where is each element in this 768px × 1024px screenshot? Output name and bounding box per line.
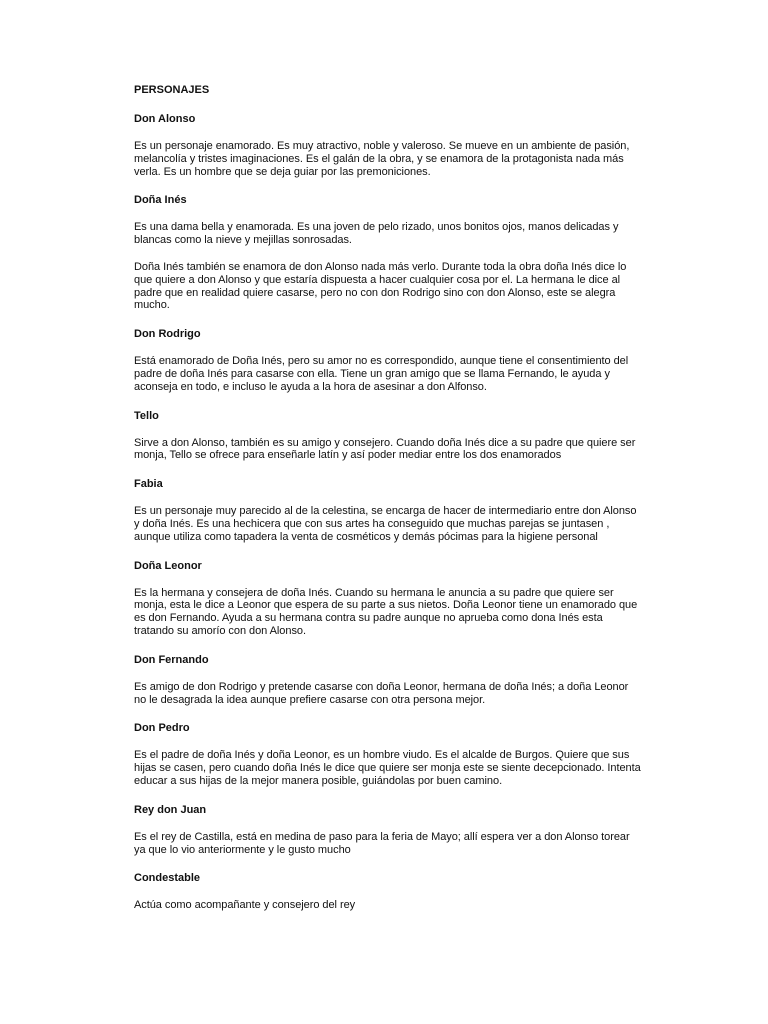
character-heading: Don Rodrigo [134,328,201,341]
character-description: Es el padre de doña Inés y doña Leonor, es un hombre viudo. Es el alcalde de Burgos. Quiere que sus hijas se casen, pero cuando doña Inés le dice que quiere ser monja este se siente decepcionado. Intenta educar a sus hijas de la mejor manera posible, guiándolas por buen camino. [134,749,641,787]
character-section [134,194,642,312]
character-section [134,560,642,638]
document-page [134,84,642,912]
character-heading: Doña Inés [134,194,187,207]
character-heading: Rey don Juan [134,803,207,816]
character-description: Es un personaje enamorado. Es muy atractivo, noble y valeroso. Se mueve en un ambiente de pasión, melancolía y tristes imaginaciones. Es el galán de la obra, y se enamora de la protagonista nada más verla. Es un hombre que se deja guiar por las premoniciones. [134,140,630,178]
character-description: Sirve a don Alonso, también es su amigo y consejero. Cuando doña Inés dice a su padre que quiere ser monja, Tello se ofrece para enseñarle latín y así poder mediar entre los dos enamorados [134,436,636,462]
character-section [134,478,642,543]
character-description: Es el rey de Castilla, está en medina de paso para la feria de Mayo; allí espera ver a don Alonso torear ya que lo vio anteriormente y le gusto mucho [134,830,630,856]
character-heading: Don Fernando [134,653,209,666]
character-section [134,872,642,912]
character-section [134,722,642,787]
character-heading: Tello [134,409,159,422]
character-section [134,113,642,178]
character-description: Actúa como acompañante y consejero del rey [134,899,356,912]
character-heading: Fabia [134,478,163,491]
character-heading: Don Alonso [134,113,196,125]
document-title: PERSONAJES [134,84,210,96]
character-description: Está enamorado de Doña Inés, pero su amor no es correspondido, aunque tiene el consentimiento del padre de doña Inés para casarse con ella. Tiene un gran amigo que se llama Fernando, le ayuda y aconseja en todo, e incluso le ayuda a la hora de asesinar a don Alfonso. [134,355,629,393]
character-heading: Condestable [134,872,201,885]
character-sections [134,113,642,912]
character-description: Doña Inés también se enamora de don Alonso nada más verlo. Durante toda la obra doña Inés dice lo que quiere a don Alonso y que estaría dispuesta a hacer cualquier cosa por el. La hermana le dice al padre que en realidad quiere casarse, pero no con don Rodrigo sino con don Alonso, este se alegra mucho. [134,260,627,312]
character-description: Es una dama bella y enamorada. Es una joven de pelo rizado, unos bonitos ojos, manos delicadas y blancas como la nieve y mejillas sonrosadas. [134,221,619,247]
character-description: Es la hermana y consejera de doña Inés. Cuando su hermana le anuncia a su padre que quiere ser monja, esta le dice a Leonor que espera de su parte a sus nietos. Doña Leonor tiene un enamorado que es don Fernando. Ayuda a su hermana contra su padre aunque no aprueba como dona Inés esta tratando su amorío con don Alonso. [134,586,638,637]
character-heading: Don Pedro [134,722,190,735]
character-heading: Doña Leonor [134,559,202,572]
character-section [134,804,642,857]
character-section [134,410,642,463]
character-description: Es un personaje muy parecido al de la celestina, se encarga de hacer de intermediario entre don Alonso y doña Inés. Es una hechicera que con sus artes ha conseguido que muchas parejas se juntasen , aunque utiliza como tapadera la venta de cosméticos y demás pócimas para la higiene personal [134,505,637,543]
character-section [134,328,642,393]
character-description: Es amigo de don Rodrigo y pretende casarse con doña Leonor, hermana de doña Inés; a doña Leonor no le desagrada la idea aunque prefiere casarse con otra persona mejor. [134,680,629,706]
character-section [134,654,642,707]
